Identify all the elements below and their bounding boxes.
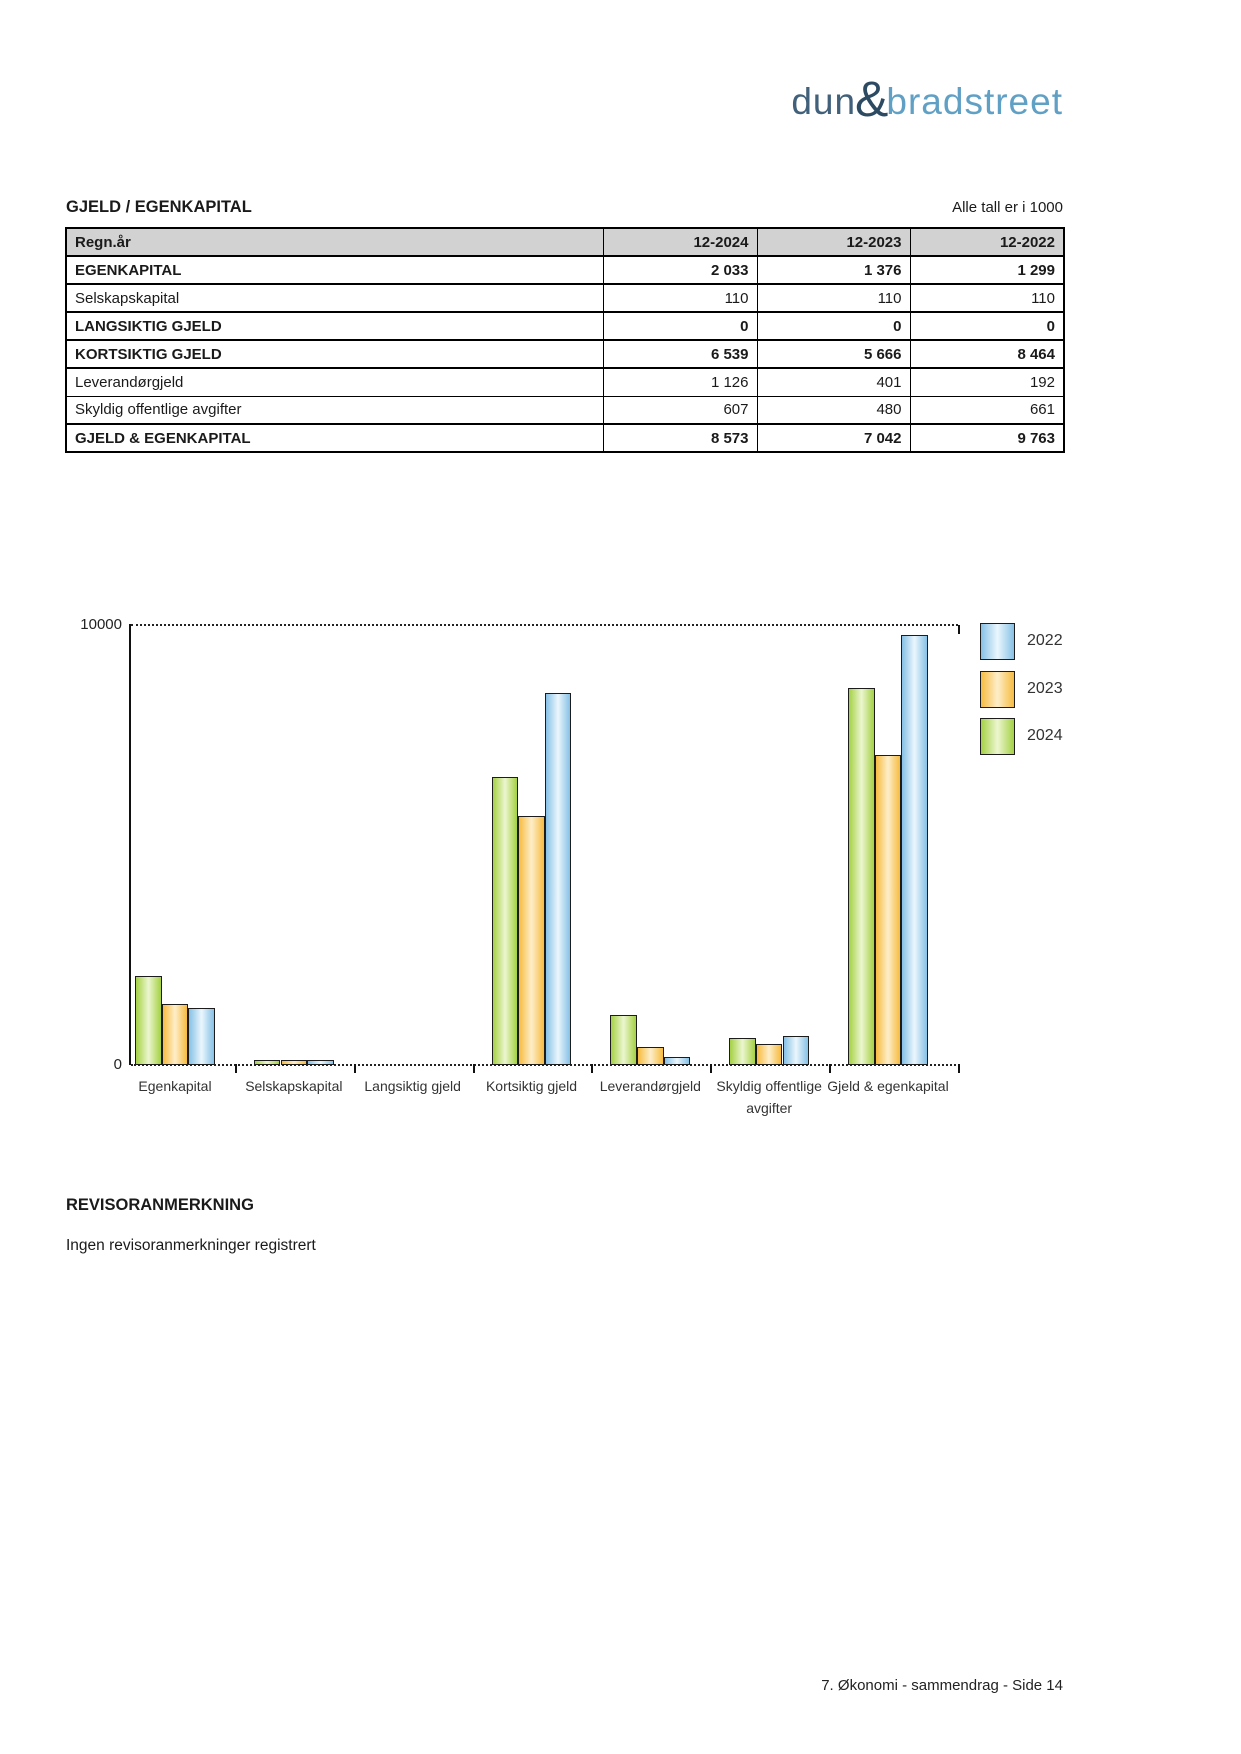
x-axis-label: Selskapskapital [245, 1078, 343, 1094]
legend-label-2023: 2023 [1027, 679, 1063, 697]
gridline-10000 [131, 624, 958, 626]
row-value: 2 033 [603, 256, 757, 284]
bar-2022-gjeld-egenkapital [901, 635, 928, 1065]
table-header-row [66, 228, 1064, 256]
table-row [66, 340, 1064, 368]
bar-2023-skyldig-offentlige-avgifter [756, 1044, 783, 1065]
row-label: LANGSIKTIG GJELD [66, 312, 603, 340]
x-axis-label: Leverandørgjeld [599, 1078, 701, 1094]
row-value: 607 [603, 396, 757, 424]
table-row [66, 396, 1064, 424]
row-label: Leverandørgjeld [66, 368, 603, 396]
bar-2022-skyldig-offentlige-avgifter [783, 1036, 810, 1065]
x-axis-tick [354, 1064, 356, 1073]
row-label: KORTSIKTIG GJELD [66, 340, 603, 368]
row-value: 110 [757, 284, 910, 312]
bar-2023-egenkapital [162, 1004, 189, 1065]
x-axis-tick [591, 1064, 593, 1073]
bar-2023-kortsiktig-gjeld [518, 816, 545, 1065]
page-footer: 7. Økonomi - sammendrag - Side 14 [821, 1677, 1063, 1694]
legend-swatch-2022 [980, 623, 1015, 660]
x-axis-baseline [131, 1064, 960, 1066]
row-value: 110 [603, 284, 757, 312]
x-axis-label: Skyldig offentlige avgifter [716, 1078, 822, 1116]
bar-2024-egenkapital [135, 976, 162, 1065]
row-value: 401 [757, 368, 910, 396]
row-value: 8 464 [910, 340, 1064, 368]
table-row [66, 256, 1064, 284]
bar-2023-leverand-rgjeld [637, 1047, 664, 1065]
row-value: 0 [757, 312, 910, 340]
revisor-section-title: REVISORANMERKNING [66, 1196, 254, 1214]
row-value: 661 [910, 396, 1064, 424]
section-header [66, 198, 1063, 217]
row-value: 1 126 [603, 368, 757, 396]
revisor-section-text: Ingen revisoranmerkninger registrert [66, 1237, 316, 1254]
row-value: 1 376 [757, 256, 910, 284]
units-note: Alle tall er i 1000 [952, 199, 1063, 216]
bar-2022-egenkapital [188, 1008, 215, 1065]
section-title: GJELD / EGENKAPITAL [66, 198, 252, 216]
row-value: 110 [910, 284, 1064, 312]
x-axis-label: Kortsiktig gjeld [485, 1078, 578, 1094]
table-header-2024: 12-2024 [603, 228, 757, 256]
legend-label-2024: 2024 [1027, 727, 1063, 744]
legend-swatch-2024 [980, 718, 1015, 755]
row-value: 0 [603, 312, 757, 340]
y-axis-tick-10000: 10000 [80, 616, 122, 633]
bar-2023-gjeld-egenkapital [875, 755, 902, 1065]
row-value: 8 573 [603, 424, 757, 452]
row-value: 480 [757, 396, 910, 424]
table-header-regnaar: Regn.år [66, 228, 603, 256]
x-axis-label: Langsiktig gjeld [364, 1078, 461, 1094]
bar-2022-leverand-rgjeld [664, 1057, 691, 1065]
row-label: GJELD & EGENKAPITAL [66, 424, 603, 452]
row-label: EGENKAPITAL [66, 256, 603, 284]
x-axis-label: Egenkapital [138, 1078, 212, 1094]
bar-2022-selskapskapital [307, 1060, 334, 1065]
table-row [66, 368, 1064, 396]
x-axis-tick [829, 1064, 831, 1073]
x-axis-tick [235, 1064, 237, 1073]
legend-label-2022: 2022 [1027, 632, 1063, 649]
row-value: 0 [910, 312, 1064, 340]
row-value: 192 [910, 368, 1064, 396]
y-axis-tick-0: 0 [113, 1056, 122, 1073]
axis-end-tick [958, 1064, 960, 1073]
row-value: 7 042 [757, 424, 910, 452]
row-label: Selskapskapital [66, 284, 603, 312]
table-header-2023: 12-2023 [757, 228, 910, 256]
row-value: 9 763 [910, 424, 1064, 452]
row-value: 1 299 [910, 256, 1064, 284]
row-label: Skyldig offentlige avgifter [66, 396, 603, 424]
table-header-2022: 12-2022 [910, 228, 1064, 256]
axis-end-tick [958, 625, 960, 634]
logo-bradstreet-text: bradstreet [886, 81, 1063, 122]
table-row [66, 284, 1064, 312]
bar-2024-gjeld-egenkapital [848, 688, 875, 1065]
bar-2023-selskapskapital [281, 1060, 308, 1065]
bar-2024-kortsiktig-gjeld [492, 777, 519, 1065]
table-row [66, 312, 1064, 340]
bar-2024-skyldig-offentlige-avgifter [729, 1038, 756, 1065]
bar-2024-selskapskapital [254, 1060, 281, 1065]
financial-table [65, 227, 1065, 453]
table-row [66, 424, 1064, 452]
logo-dun-text: dun [791, 81, 857, 122]
x-axis-tick [710, 1064, 712, 1073]
row-value: 6 539 [603, 340, 757, 368]
dun-bradstreet-logo [791, 70, 1063, 134]
row-value: 5 666 [757, 340, 910, 368]
bar-2022-kortsiktig-gjeld [545, 693, 572, 1065]
bar-2024-leverand-rgjeld [610, 1015, 637, 1065]
x-axis-tick [473, 1064, 475, 1073]
x-axis-label: Gjeld & egenkapital [827, 1078, 949, 1094]
ampersand-icon: & [855, 71, 889, 127]
legend-swatch-2023 [980, 671, 1015, 708]
y-axis-line [129, 624, 131, 1065]
